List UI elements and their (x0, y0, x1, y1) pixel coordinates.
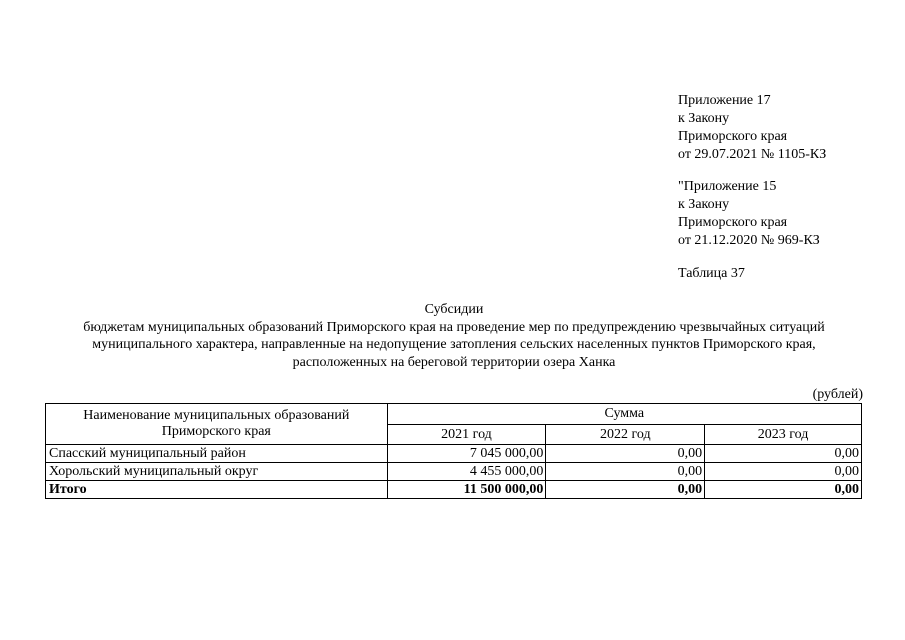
header-year-2022: 2022 год (546, 425, 705, 445)
row-value-2022: 0,00 (546, 463, 705, 481)
units-label: (рублей) (812, 387, 863, 402)
title-line-3: муниципального характера, направленные на недопущение затопления сельских населенных пунктов Приморского края, (92, 337, 816, 352)
appendix-15-line-4: от 21.12.2020 № 969-КЗ (678, 233, 820, 248)
appendix-15-line-1: "Приложение 15 (678, 179, 777, 194)
row-value-2023: 0,00 (705, 463, 862, 481)
subsidy-table (45, 403, 862, 499)
appendix-17-line-2: к Закону (678, 111, 730, 126)
table-header-row (46, 404, 862, 425)
appendix-15-line-3: Приморского края (678, 215, 788, 230)
total-label: Итого (46, 481, 388, 499)
table-number: Таблица 37 (678, 266, 745, 281)
header-year-2021: 2021 год (387, 425, 546, 445)
total-value-2021: 11 500 000,00 (387, 481, 546, 499)
row-name: Спасский муниципальный район (46, 445, 388, 463)
row-name: Хорольский муниципальный округ (46, 463, 388, 481)
row-value-2021: 4 455 000,00 (387, 463, 546, 481)
title-line-2: бюджетам муниципальных образований Приморского края на проведение мер по предупреждению чрезвычайных ситуаций (83, 319, 825, 335)
appendix-15-line-2: к Закону (678, 197, 730, 212)
row-value-2022: 0,00 (546, 445, 705, 463)
title-line-1: Субсидии (424, 302, 484, 317)
appendix-17-block (678, 92, 826, 164)
table-row (46, 445, 862, 463)
table-total-row (46, 481, 862, 499)
table-row (46, 463, 862, 481)
appendix-17-line-3: Приморского края (678, 129, 788, 144)
appendix-17-line-4: от 29.07.2021 № 1105-КЗ (678, 147, 827, 162)
appendix-15-block (678, 178, 820, 250)
document-title (45, 301, 863, 371)
total-value-2023: 0,00 (705, 481, 862, 499)
header-sum: Сумма (387, 404, 861, 425)
appendix-17-line-1: Приложение 17 (678, 93, 771, 108)
header-name: Наименование муниципальных образований Приморского края (46, 404, 388, 445)
header-year-2023: 2023 год (705, 425, 862, 445)
total-value-2022: 0,00 (546, 481, 705, 499)
row-value-2023: 0,00 (705, 445, 862, 463)
row-value-2021: 7 045 000,00 (387, 445, 546, 463)
title-line-4: расположенных на береговой территории озера Ханка (292, 354, 616, 370)
